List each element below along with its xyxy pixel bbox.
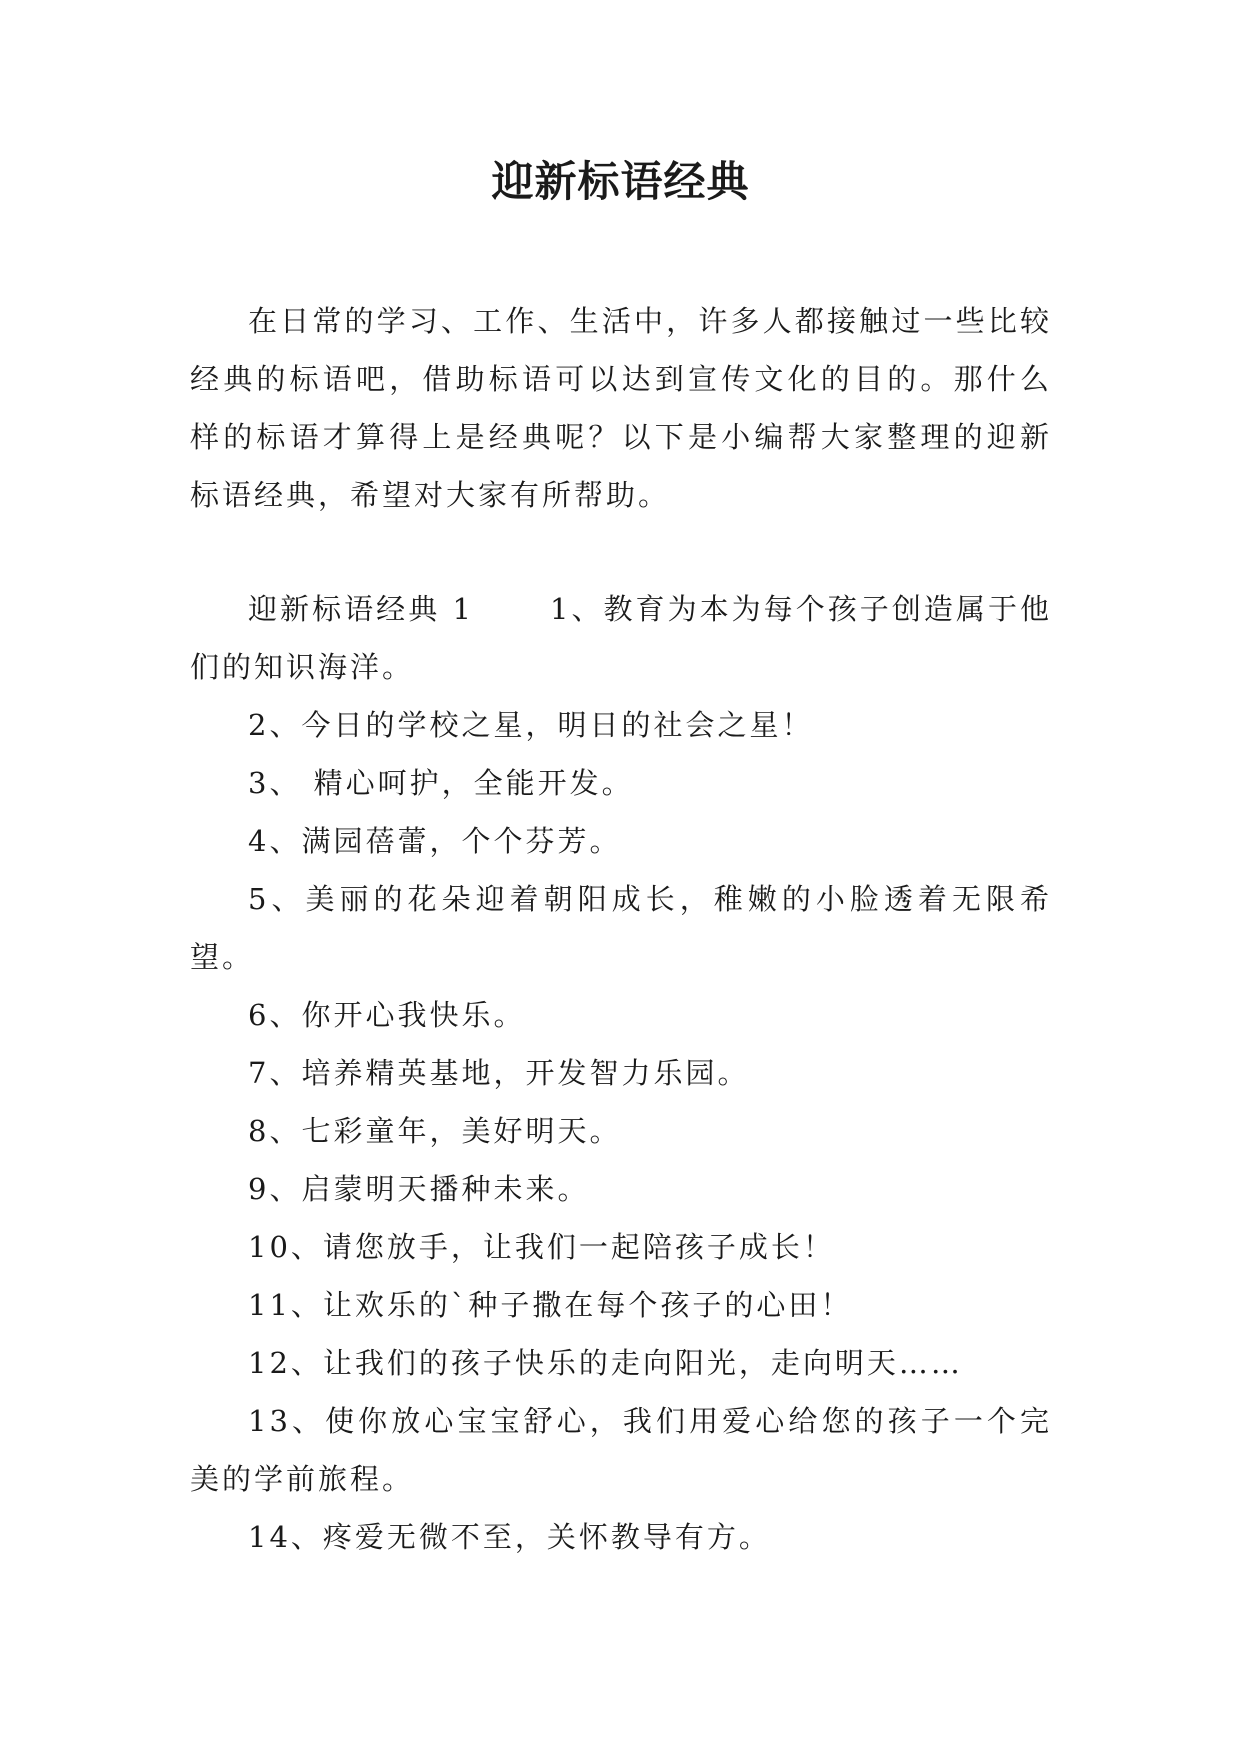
slogan-item: 12、让我们的孩子快乐的走向阳光，走向明天…… — [248, 1346, 963, 1380]
slogan-item: 11、让欢乐的`种子撒在每个孩子的心田！ — [248, 1288, 853, 1322]
slogan-item: 2、今日的学校之星，明日的社会之星！ — [248, 708, 814, 742]
section-first-paragraph — [190, 580, 1052, 696]
slogan-item: 1、教育为本为每个孩子创造属于他们的知识海洋。 — [190, 592, 1053, 684]
slogan-item: 7、培养精英基地，开发智力乐园。 — [248, 1056, 750, 1090]
slogan-item: 8、七彩童年，美好明天。 — [248, 1114, 622, 1148]
document-body — [190, 292, 1052, 1566]
slogan-item: 14、疼爱无微不至，关怀教导有方。 — [248, 1520, 771, 1554]
slogan-item: 9、启蒙明天播种未来。 — [248, 1172, 590, 1206]
section-heading: 迎新标语经典 1 — [248, 592, 474, 626]
slogan-item: 6、你开心我快乐。 — [248, 998, 526, 1032]
slogan-item: 4、满园蓓蕾，个个芬芳。 — [248, 824, 622, 858]
document-title: 迎新标语经典 — [491, 157, 750, 206]
intro-paragraph: 在日常的学习、工作、生活中，许多人都接触过一些比较经典的标语吧，借助标语可以达到宣传文化的目的。那什么样的标语才算得上是经典呢？以下是小编帮大家整理的迎新标语经典，希望对大家有所帮助。 — [190, 304, 1052, 512]
slogan-item: 5、美丽的花朵迎着朝阳成长，稚嫩的小脸透着无限希望。 — [190, 882, 1052, 974]
slogan-item: 10、请您放手，让我们一起陪孩子成长！ — [248, 1230, 835, 1264]
slogan-item: 13、使你放心宝宝舒心，我们用爱心给您的孩子一个完美的学前旅程。 — [190, 1404, 1052, 1496]
slogan-item: 3、 精心呵护，全能开发。 — [248, 766, 634, 800]
